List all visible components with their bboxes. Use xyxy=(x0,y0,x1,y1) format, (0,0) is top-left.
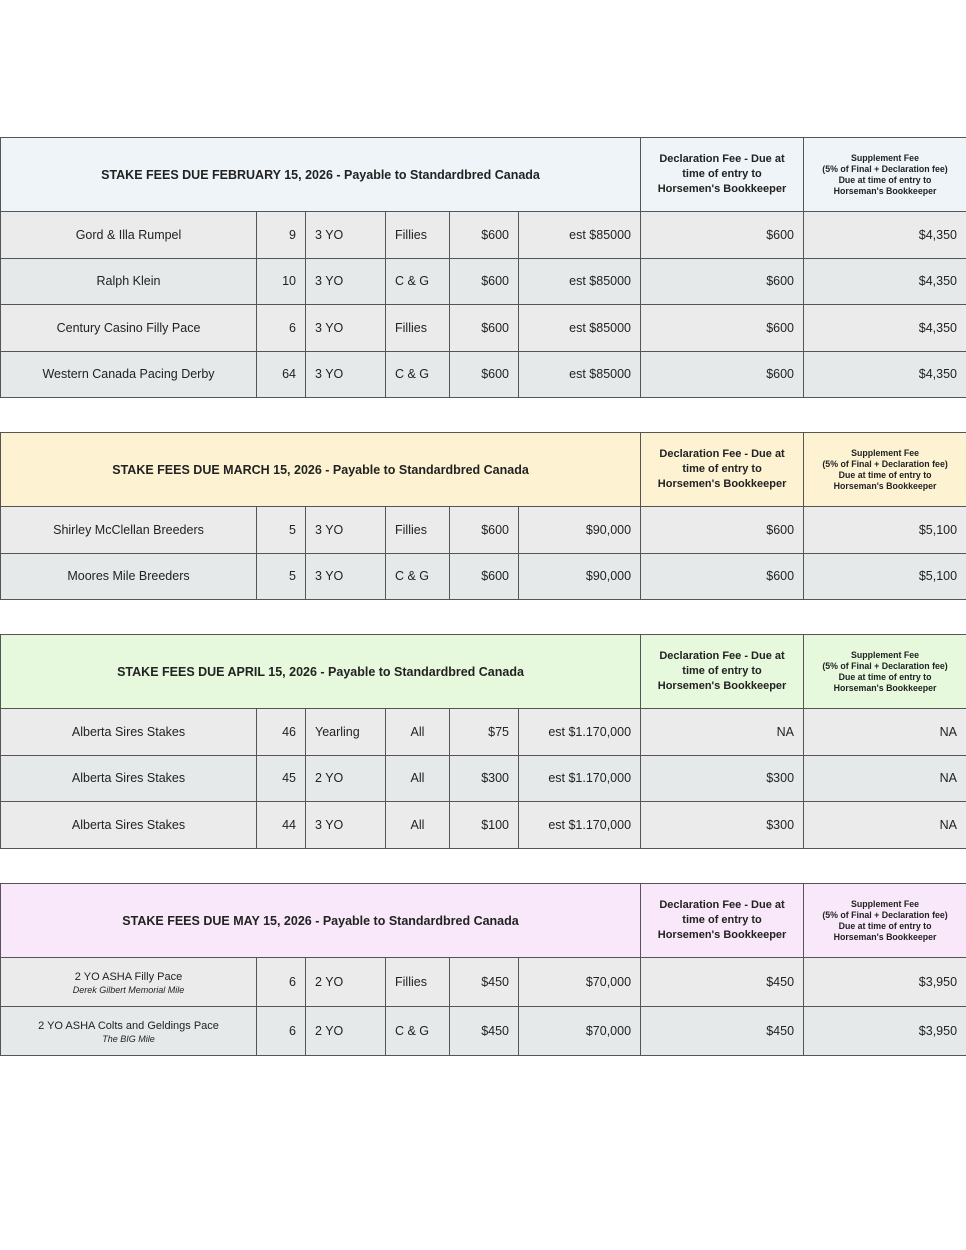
stake-section xyxy=(0,634,966,849)
sex-class: Fillies xyxy=(386,305,450,352)
table-row xyxy=(1,1007,966,1056)
purse: $90,000 xyxy=(519,507,641,554)
supplement-fee: $3,950 xyxy=(804,1007,966,1056)
purse: est $85000 xyxy=(519,212,641,259)
supplement-header-line: Horseman's Bookkeeper xyxy=(833,931,937,942)
declaration-header-line: time of entry to xyxy=(682,914,762,926)
supplement-header-line: Horseman's Bookkeeper xyxy=(833,480,937,491)
supplement-header-line: Supplement Fee xyxy=(851,447,920,458)
table-row xyxy=(1,305,966,352)
section-header-row xyxy=(1,884,966,958)
declaration-header-line: Declaration Fee - Due at xyxy=(659,650,785,662)
supplement-header-line: (5% of Final + Declaration fee) xyxy=(822,163,948,174)
declaration-fee-header xyxy=(641,433,804,507)
purse: est $1.170,000 xyxy=(519,755,641,802)
declaration-fee: $600 xyxy=(641,258,804,305)
declaration-fee: $450 xyxy=(641,958,804,1007)
declaration-fee-header xyxy=(641,635,804,709)
declaration-header-line: time of entry to xyxy=(682,168,762,180)
stake-fee: $600 xyxy=(450,553,519,600)
age-group: 3 YO xyxy=(306,507,386,554)
stake-name-cell xyxy=(1,507,257,554)
declaration-header-line: Horsemen's Bookkeeper xyxy=(657,929,787,941)
stake-fee: $600 xyxy=(450,212,519,259)
supplement-fee-header xyxy=(804,433,966,507)
age-group: 3 YO xyxy=(306,351,386,398)
stake-subtitle: The BIG Mile xyxy=(102,1034,155,1044)
declaration-fee: NA xyxy=(641,709,804,756)
declaration-fee: $300 xyxy=(641,755,804,802)
age-group: 2 YO xyxy=(306,755,386,802)
purse: est $1.170,000 xyxy=(519,802,641,849)
stake-name-cell xyxy=(1,802,257,849)
sex-class: All xyxy=(386,802,450,849)
supplement-header-line: Supplement Fee xyxy=(851,152,919,163)
purse: est $1.170,000 xyxy=(519,709,641,756)
stake-fee: $600 xyxy=(450,507,519,554)
stake-fee: $600 xyxy=(450,351,519,398)
stake-name: Shirley McClellan Breeders xyxy=(53,522,204,537)
stake-fee: $100 xyxy=(450,802,519,849)
stake-number: 5 xyxy=(257,553,306,600)
purse: est $85000 xyxy=(519,305,641,352)
age-group: 3 YO xyxy=(306,258,386,305)
supplement-fee: $4,350 xyxy=(804,351,966,398)
stake-number: 5 xyxy=(257,507,306,554)
purse: $70,000 xyxy=(519,958,641,1007)
sex-class: Fillies xyxy=(386,212,450,259)
supplement-header-line: (5% of Final + Declaration fee) xyxy=(822,458,948,469)
section-title: STAKE FEES DUE APRIL 15, 2026 - Payable to Standardbred Canada xyxy=(1,635,641,709)
declaration-fee: $600 xyxy=(641,507,804,554)
declaration-header-line: time of entry to xyxy=(682,665,762,677)
stake-name: 2 YO ASHA Colts and Geldings Pace xyxy=(38,1020,219,1032)
supplement-fee: $4,350 xyxy=(804,258,966,305)
supplement-fee: NA xyxy=(804,755,966,802)
age-group: 3 YO xyxy=(306,305,386,352)
purse: est $85000 xyxy=(519,351,641,398)
sex-class: All xyxy=(386,755,450,802)
sex-class: Fillies xyxy=(386,507,450,554)
stake-name-cell xyxy=(1,258,257,305)
stake-name-cell xyxy=(1,212,257,259)
stake-name: 2 YO ASHA Filly Pace xyxy=(74,971,183,983)
sex-class: Fillies xyxy=(386,958,450,1007)
purse: $90,000 xyxy=(519,553,641,600)
declaration-header-line: Horsemen's Bookkeeper xyxy=(657,478,787,490)
purse: est $85000 xyxy=(519,258,641,305)
sex-class: C & G xyxy=(386,258,450,305)
declaration-fee: $600 xyxy=(641,351,804,398)
stake-name: Moores Mile Breeders xyxy=(67,569,190,584)
table-row xyxy=(1,507,966,554)
declaration-header-line: Horsemen's Bookkeeper xyxy=(657,680,787,692)
stake-table xyxy=(0,883,966,1056)
stake-fee: $450 xyxy=(450,958,519,1007)
table-row xyxy=(1,755,966,802)
stake-name: Gord & Illa Rumpel xyxy=(75,227,182,242)
stake-subtitle: Derek Gilbert Memorial Mile xyxy=(72,985,185,995)
supplement-header-line: Horseman's Bookkeeper xyxy=(833,682,937,693)
sex-class: C & G xyxy=(386,553,450,600)
declaration-fee: $600 xyxy=(641,305,804,352)
declaration-header-line: Declaration Fee - Due at xyxy=(659,153,785,165)
table-row xyxy=(1,802,966,849)
stake-name-cell xyxy=(1,305,257,352)
declaration-header-line: Declaration Fee - Due at xyxy=(659,899,785,911)
stake-fee: $300 xyxy=(450,755,519,802)
sex-class: C & G xyxy=(386,351,450,398)
declaration-header-line: time of entry to xyxy=(682,463,762,475)
supplement-fee: $5,100 xyxy=(804,507,966,554)
supplement-fee: $4,350 xyxy=(804,212,966,259)
section-header-row xyxy=(1,433,966,507)
stake-number: 9 xyxy=(257,212,306,259)
section-title: STAKE FEES DUE MARCH 15, 2026 - Payable to Standardbred Canada xyxy=(1,433,641,507)
age-group: 3 YO xyxy=(306,802,386,849)
supplement-fee-header xyxy=(804,884,966,958)
stake-name: Western Canada Pacing Derby xyxy=(42,367,215,382)
stake-number: 44 xyxy=(257,802,306,849)
declaration-fee: $300 xyxy=(641,802,804,849)
table-row xyxy=(1,351,966,398)
supplement-fee: $3,950 xyxy=(804,958,966,1007)
stake-number: 64 xyxy=(257,351,306,398)
supplement-header-line: Due at time of entry to xyxy=(838,174,932,185)
table-row xyxy=(1,709,966,756)
age-group: 2 YO xyxy=(306,1007,386,1056)
stake-fee: $450 xyxy=(450,1007,519,1056)
section-title: STAKE FEES DUE MAY 15, 2026 - Payable to Standardbred Canada xyxy=(1,884,641,958)
stake-fee: $600 xyxy=(450,258,519,305)
supplement-header-line: (5% of Final + Declaration fee) xyxy=(822,909,948,920)
supplement-fee: $5,100 xyxy=(804,553,966,600)
supplement-header-line: Supplement Fee xyxy=(851,649,919,660)
section-title: STAKE FEES DUE FEBRUARY 15, 2026 - Payable to Standardbred Canada xyxy=(1,138,641,212)
age-group: 2 YO xyxy=(306,958,386,1007)
table-row xyxy=(1,212,966,259)
stake-fee: $600 xyxy=(450,305,519,352)
supplement-fee: NA xyxy=(804,709,966,756)
section-header-row xyxy=(1,635,966,709)
purse: $70,000 xyxy=(519,1007,641,1056)
sex-class: All xyxy=(386,709,450,756)
stake-table xyxy=(0,137,966,398)
supplement-fee-header xyxy=(804,635,966,709)
stake-table xyxy=(0,634,966,849)
stake-name: Alberta Sires Stakes xyxy=(71,724,186,739)
supplement-fee: NA xyxy=(804,802,966,849)
stake-section xyxy=(0,883,966,1056)
declaration-header-line: Declaration Fee - Due at xyxy=(659,448,785,460)
table-row xyxy=(1,553,966,600)
declaration-fee: $600 xyxy=(641,212,804,259)
declaration-header-line: Horsemen's Bookkeeper xyxy=(657,183,787,195)
stake-name-cell xyxy=(1,351,257,398)
age-group: Yearling xyxy=(306,709,386,756)
stake-section xyxy=(0,137,966,398)
stake-name: Ralph Klein xyxy=(96,274,161,289)
supplement-header-line: Due at time of entry to xyxy=(838,671,932,682)
stake-table xyxy=(0,432,966,600)
stake-name-cell xyxy=(1,553,257,600)
stake-name-cell xyxy=(1,709,257,756)
declaration-fee: $450 xyxy=(641,1007,804,1056)
supplement-header-line: Due at time of entry to xyxy=(838,920,932,931)
stake-number: 6 xyxy=(257,1007,306,1056)
table-row xyxy=(1,258,966,305)
stake-number: 6 xyxy=(257,958,306,1007)
declaration-fee-header xyxy=(641,138,804,212)
stake-fee: $75 xyxy=(450,709,519,756)
age-group: 3 YO xyxy=(306,553,386,600)
stake-name-cell xyxy=(1,755,257,802)
stake-name-cell xyxy=(1,1007,257,1056)
supplement-header-line: Horseman's Bookkeeper xyxy=(833,185,937,196)
supplement-fee-header xyxy=(804,138,966,212)
declaration-fee-header xyxy=(641,884,804,958)
stake-number: 6 xyxy=(257,305,306,352)
sex-class: C & G xyxy=(386,1007,450,1056)
stake-name: Alberta Sires Stakes xyxy=(71,817,186,832)
supplement-fee: $4,350 xyxy=(804,305,966,352)
supplement-header-line: Supplement Fee xyxy=(851,898,919,909)
stake-section xyxy=(0,432,966,600)
stake-number: 46 xyxy=(257,709,306,756)
stake-name: Alberta Sires Stakes xyxy=(71,771,186,786)
age-group: 3 YO xyxy=(306,212,386,259)
stake-number: 10 xyxy=(257,258,306,305)
section-header-row xyxy=(1,138,966,212)
supplement-header-line: (5% of Final + Declaration fee) xyxy=(822,660,948,671)
stake-name-cell xyxy=(1,958,257,1007)
supplement-header-line: Due at time of entry to xyxy=(838,469,932,480)
stake-number: 45 xyxy=(257,755,306,802)
stake-name: Century Casino Filly Pace xyxy=(56,320,201,335)
table-row xyxy=(1,958,966,1007)
declaration-fee: $600 xyxy=(641,553,804,600)
